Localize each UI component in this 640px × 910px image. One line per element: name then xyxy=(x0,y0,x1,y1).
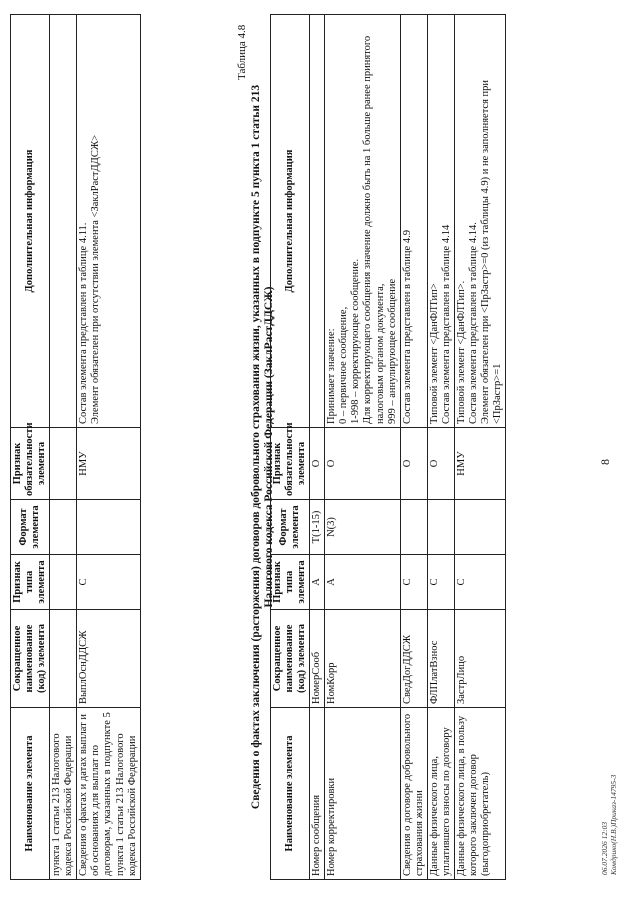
table-row xyxy=(400,15,427,880)
cell-required: О xyxy=(427,428,454,500)
cell-name: пункта 1 статьи 213 Налогового кодекса Российской Федерации xyxy=(50,708,77,880)
header-format: Формат элемента xyxy=(11,500,50,555)
header-format: Формат элемента xyxy=(271,500,310,555)
table-row xyxy=(310,15,325,880)
info-line: Элемент обязателен при <ПрЗастр>=0 (из таблицы 4.9) и не заполняется при <ПрЗастр>=1 xyxy=(480,79,504,424)
cell-info xyxy=(77,15,140,428)
cell-type: А xyxy=(310,555,325,610)
cell-required: НМУ xyxy=(77,428,140,500)
cell-info xyxy=(50,15,77,428)
cell-required: О xyxy=(325,428,400,500)
cell-info xyxy=(325,15,400,428)
table-title-line: Сведения о фактах заключения (расторжения) договоров добровольного страхования жизни, указанных в подпункте 5 пункта 1 статьи 213 xyxy=(250,84,262,810)
cell-info xyxy=(454,15,505,428)
cell-code xyxy=(50,610,77,708)
header-name: Наименование элемента xyxy=(11,708,50,880)
cell-type: С xyxy=(427,555,454,610)
cell-type: А xyxy=(325,555,400,610)
cell-format xyxy=(77,500,140,555)
table-continuation xyxy=(10,14,141,880)
stamp-ref: Комдрико(Н.В.)Приказ-14795-3 xyxy=(609,774,618,875)
table-row xyxy=(427,15,454,880)
info-line: Элемент обязателен при отсутствии элемента <ЗаклРастДДСЖ> xyxy=(90,134,102,424)
info-line: Состав элемента представлен в таблице 4.9 xyxy=(401,230,413,424)
header-code: Сокращенное наименование (код) элемента xyxy=(271,610,310,708)
header-required: Признак обязательности элемента xyxy=(271,428,310,500)
cell-type: С xyxy=(454,555,505,610)
header-required: Признак обязательности элемента xyxy=(11,428,50,500)
info-line: 1-998 – корректирующее сообщение. xyxy=(350,258,362,424)
cell-code: СведДогДДСЖ xyxy=(400,610,427,708)
cell-format xyxy=(454,500,505,555)
stamp-date: 06.07.2026 12:03 xyxy=(600,821,609,875)
cell-type xyxy=(50,555,77,610)
cell-required: О xyxy=(400,428,427,500)
cell-format xyxy=(400,500,427,555)
document-stamp xyxy=(600,775,618,875)
cell-info xyxy=(400,15,427,428)
cell-code: ВыплОснДДСЖ xyxy=(77,610,140,708)
cell-code: ФЛПлатВзнос xyxy=(427,610,454,708)
cell-info xyxy=(310,15,325,428)
table-label: Таблица 4.8 xyxy=(236,24,248,80)
cell-code: НомКорр xyxy=(325,610,400,708)
cell-type: С xyxy=(400,555,427,610)
table-title-line: Налогового кодекса Российской Федерации (ЗаклРастДДСЖ) xyxy=(263,286,276,608)
cell-name: Данные физического лица, уплатившего взносы по договору xyxy=(427,708,454,880)
header-info: Дополнительная информация xyxy=(11,15,50,428)
info-line: Принимает значение: xyxy=(326,328,338,424)
table-row xyxy=(454,15,505,880)
cell-name: Номер сообщения xyxy=(310,708,325,880)
cell-name: Номер корректировки xyxy=(325,708,400,880)
header-name: Наименование элемента xyxy=(271,708,310,880)
cell-name: Сведения о договоре добровольного страхования жизни xyxy=(400,708,427,880)
info-line: Состав элемента представлен в таблице 4.11. xyxy=(78,222,90,424)
cell-format: N(3) xyxy=(325,500,400,555)
table-4-8 xyxy=(270,14,506,880)
table-header-row xyxy=(11,15,50,880)
cell-required: НМУ xyxy=(454,428,505,500)
cell-name: Данные физического лица, в пользу которого заключен договор (выгодоприобретатель) xyxy=(454,708,505,880)
cell-format xyxy=(50,500,77,555)
cell-name: Сведения о фактах и датах выплат и об основаниях для выплат по договорам, указанных в подпункте 5 пункта 1 статьи 213 Налогового кодекса Российской Федерации xyxy=(77,708,140,880)
table-row xyxy=(50,15,77,880)
info-line: Типовой элемент <ДанФЛТип>. xyxy=(455,280,467,424)
header-type: Признак типа элемента xyxy=(11,555,50,610)
cell-required xyxy=(50,428,77,500)
info-line: Типовой элемент <ДанФЛТип> xyxy=(428,283,440,424)
cell-info xyxy=(427,15,454,428)
header-code: Сокращенное наименование (код) элемента xyxy=(11,610,50,708)
header-type: Признак типа элемента xyxy=(271,555,310,610)
cell-required: О xyxy=(310,428,325,500)
table-row xyxy=(77,15,140,880)
cell-code: НомерСооб xyxy=(310,610,325,708)
info-line: Состав элемента представлен в таблице 4.14. xyxy=(467,222,479,424)
info-line: Состав элемента представлен в таблице 4.14 xyxy=(440,224,452,424)
table-row xyxy=(325,15,400,880)
header-info: Дополнительная информация xyxy=(271,15,310,428)
page-number: 8 xyxy=(598,459,612,465)
info-line: 999 – аннулирующее сообщение xyxy=(386,278,398,424)
info-line: Для корректирующего сообщения значение должно быть на 1 больше ранее принятого налоговым органом документа, xyxy=(362,35,386,424)
cell-format: T(1-15) xyxy=(310,500,325,555)
cell-code: ЗастрЛицо xyxy=(454,610,505,708)
cell-type: С xyxy=(77,555,140,610)
table-header-row xyxy=(271,15,310,880)
cell-format xyxy=(427,500,454,555)
info-line: 0 – первичное сообщение, xyxy=(338,306,350,424)
